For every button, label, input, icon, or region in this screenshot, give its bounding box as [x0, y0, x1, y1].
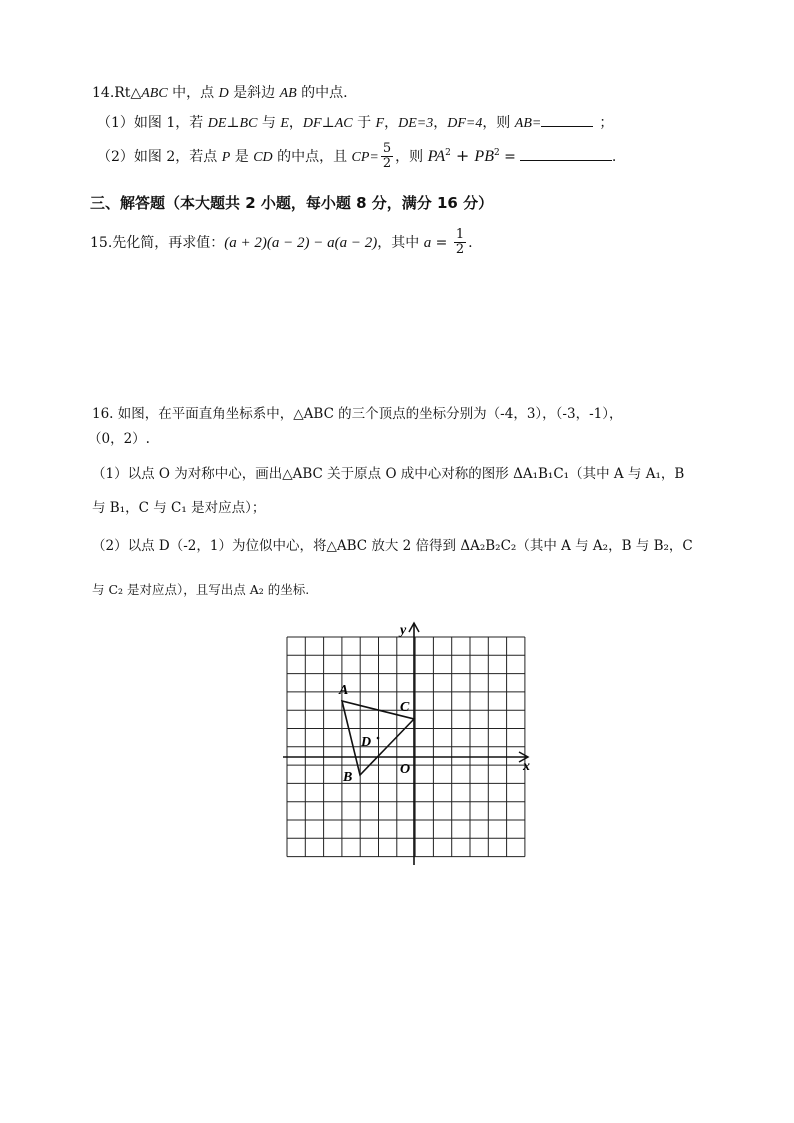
q16-part1-line2: 与 B₁，C 与 C₁ 是对应点）；	[92, 500, 266, 516]
math-expr: E	[280, 116, 289, 131]
answer-blank[interactable]	[520, 160, 612, 161]
fraction	[454, 228, 466, 258]
math-expr: PA	[427, 147, 446, 165]
fraction-denominator: 2	[455, 242, 465, 258]
part-text: （1）如图 1，若	[97, 115, 208, 131]
q14-number: 14.Rt	[92, 85, 131, 101]
stem-text: 15.先化简，再求值：	[90, 234, 225, 251]
math-expr: DF=4	[447, 116, 483, 131]
part-text: .	[611, 148, 617, 165]
math-expr: DF⊥AC	[302, 116, 353, 131]
math-expr: DE⊥BC	[207, 116, 258, 131]
grid-lines	[287, 637, 525, 857]
q14-part2	[97, 142, 616, 172]
math-expr: =	[499, 148, 516, 165]
stem-text: 的中点.	[296, 85, 348, 101]
q15-stem	[90, 228, 473, 258]
stem-text: 中，点	[167, 85, 219, 101]
point-d-dot	[377, 737, 380, 740]
part-text: ；	[599, 115, 614, 131]
q16-line2: （0，2）.	[88, 431, 150, 447]
part-text: 于	[352, 115, 376, 131]
math-expr: (a + 2)(a − 2) − a(a − 2)	[224, 234, 378, 251]
exponent: 2	[493, 148, 500, 159]
section-heading: 三、解答题（本大题共 2 小题，每小题 8 分，满分 16 分）	[90, 194, 494, 212]
y-axis-label: y	[400, 623, 407, 638]
math-expr: AB=	[514, 116, 542, 131]
point-d: D	[218, 86, 229, 101]
vertex-b-label: B	[343, 770, 353, 785]
origin-label: O	[400, 762, 411, 777]
stem-text: ，其中	[377, 234, 424, 251]
vertex-a-label: A	[339, 683, 349, 698]
vertex-c-label: C	[400, 700, 410, 715]
part-text: 的中点，且	[272, 148, 352, 165]
q16-part1-line1: （1）以点 O 为对称中心，画出△ABC 关于原点 O 成中心对称的图形 ΔA₁B₁C₁（其中 A 与 A₁，B	[92, 466, 685, 482]
part-text: （2）如图 2，若点	[97, 148, 222, 165]
triangle-symbol: △	[130, 85, 142, 101]
q16-part2-line2: 与 C₂ 是对应点），且写出点 A₂ 的坐标.	[92, 582, 310, 597]
math-expr: DE=3	[398, 116, 434, 131]
part-text: ，	[433, 115, 448, 131]
q14-part1	[97, 112, 613, 132]
math-expr: CP=	[351, 149, 379, 165]
fraction-numerator: 5	[382, 141, 392, 156]
stem-text: .	[468, 234, 473, 251]
part-text: 与	[257, 115, 281, 131]
fraction-denominator: 2	[382, 156, 392, 172]
math-expr: CD	[253, 149, 273, 165]
math-expr: PB	[474, 147, 494, 165]
segment-ab: AB	[279, 86, 297, 101]
math-expr: +	[450, 145, 475, 165]
q16-line1: 16. 如图，在平面直角坐标系中，△ABC 的三个顶点的坐标分别为（-4，3），（-3，-1），	[92, 406, 623, 422]
part-text: ，则	[482, 115, 515, 131]
part-text: ，	[288, 115, 303, 131]
math-expr: a	[423, 234, 432, 251]
fraction-numerator: 1	[455, 227, 465, 242]
answer-blank[interactable]	[541, 126, 593, 127]
math-expr: =	[431, 234, 452, 251]
math-expr: F	[375, 116, 385, 131]
exponent: 2	[445, 148, 451, 159]
x-axis-label: x	[523, 759, 530, 774]
triangle-name: ABC	[141, 86, 168, 101]
part-text: 是	[230, 148, 254, 165]
math-expr: P	[221, 149, 231, 165]
point-d-label: D	[361, 735, 372, 750]
coordinate-grid-figure	[283, 620, 543, 865]
part-text: ，则	[395, 148, 428, 165]
part-text: ，	[384, 115, 399, 131]
stem-text: 是斜边	[228, 85, 280, 101]
fraction	[381, 142, 393, 172]
q16-part2-line1: （2）以点 D（-2，1）为位似中心，将△ABC 放大 2 倍得到 ΔA₂B₂C₂（其中 A 与 A₂，B 与 B₂，C	[92, 538, 693, 554]
q14-stem	[92, 82, 348, 102]
